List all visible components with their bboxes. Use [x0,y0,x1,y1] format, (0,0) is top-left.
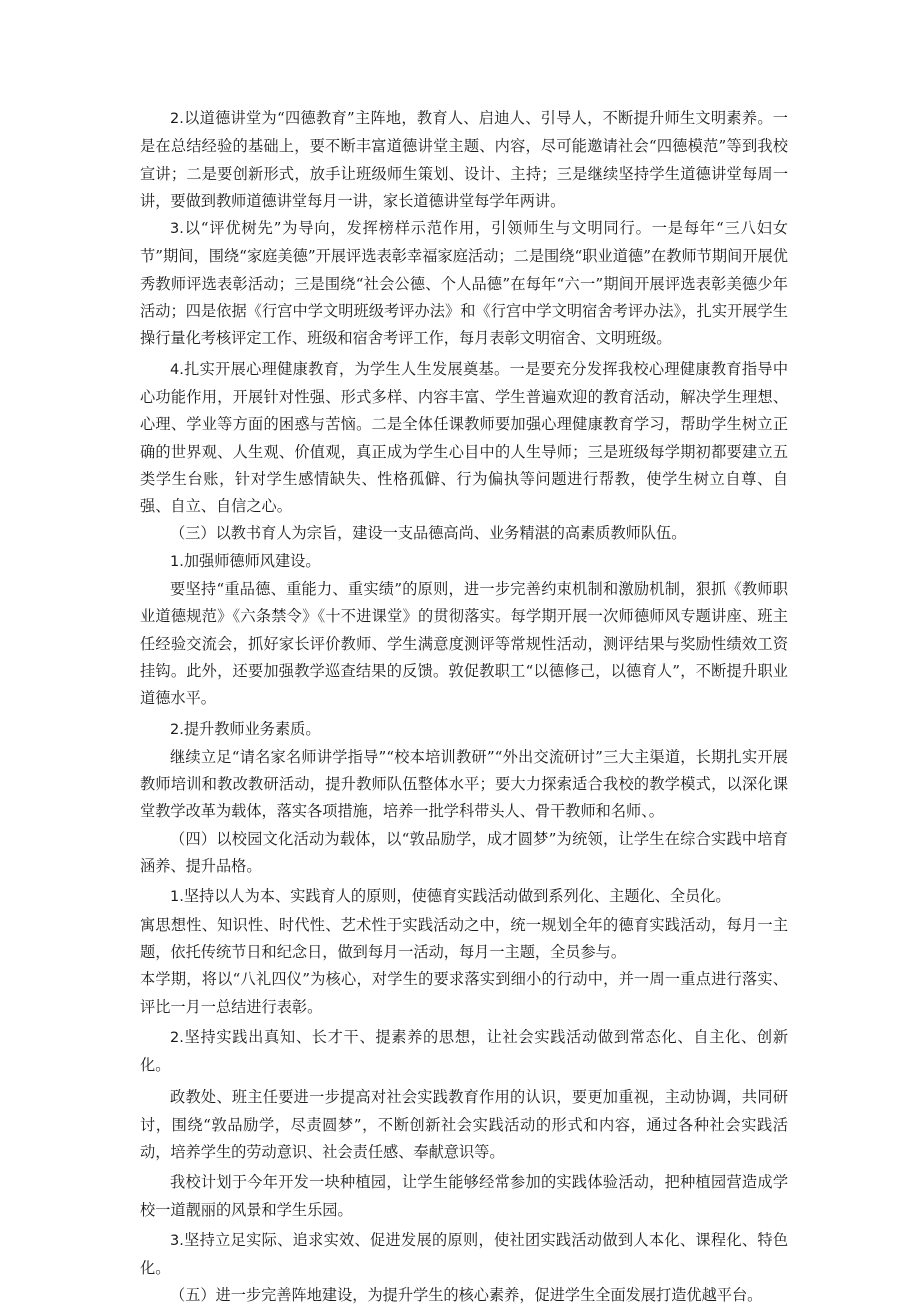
item-number: 1. [170,889,184,906]
paragraph-text: 寓思想性、知识性、时代性、艺术性于实践活动之中，统一规划全年的德育实践活动，每月一主题，依托传统节日和纪念日，做到每月一活动，每月一主题，全员参与。 [140,915,788,961]
paragraph-text: 本学期，将以“八礼四仪”为核心，对学生的要求落实到细小的行动中，并一周一重点进行落实、评比一月一总结进行表彰。 [140,970,788,1016]
item-number: 4. [170,361,184,378]
paragraph-eight-rites [140,966,788,1021]
item-number: 3. [170,1232,184,1249]
paragraph-4 [140,356,788,521]
paragraph-text: 要坚持“重品德、重能力、重实绩”的原则，进一步完善约束机制和激励机制，狠抓《教师职业道德规范》《六条禁令》《十不进课堂》的贯彻落实。每学期开展一次师德师风专题讲座、班主任经验交流会，抓好家长评价教师、学生满意度测评等常规性活动，测评结果与奖励性绩效工资挂钩。此外，还要加强教学巡查结果的反馈。敦促教职工“以德修己，以德育人”，不断提升职业道德水平。 [140,580,788,708]
item-number: 3. [170,221,184,238]
section-heading-3 [140,520,788,547]
item-number: 2. [170,111,184,127]
paragraph-text: 政教处、班主任要进一步提高对社会实践教育作用的认识，要更加重视，主动协调，共同研讨，围绕“敦品励学，尽责圆梦”，不断创新社会实践活动的形式和内容，通过各种社会实践活动，培养学生的劳动意识、社会责任感、奉献意识等。 [140,1088,788,1161]
subheading-text: 提升教师业务素质。 [183,719,321,738]
subheading-practice-3 [140,1227,788,1283]
heading-text: （四）以校园文化活动为载体，以“敦品励学，成才圆梦”为统领，让学生在综合实践中培育涵养、提升品格。 [140,829,788,876]
heading-text: （三）以教书育人为宗旨，建设一支品德高尚、业务精湛的高素质教师队伍。 [170,524,687,543]
subheading-teacher-skills [140,716,788,744]
document-page [140,105,788,1310]
subheading-text: 坚持立足实际、追求实效、促进发展的原则，使社团实践活动做到人本化、课程化、特色化。 [140,1230,788,1278]
paragraph-2 [140,105,788,215]
paragraph-text: 以道德讲堂为“四德教育”主阵地，教育人、启迪人、引导人，不断提升师生文明素养。一是在总结经验的基础上，要不断丰富道德讲堂主题、内容，尽可能邀请社会“四德模范”等到我校宣讲；二是要创新形式，放手让班级师生策划、设计、主持；三是继续坚持学生道德讲堂每周一讲，要做到教师道德讲堂每月一讲，家长道德讲堂每学年两讲。 [140,109,788,210]
subheading-practice-2 [140,1024,788,1080]
subheading-text: 坚持实践出真知、长才干、提素养的思想，让社会实践活动做到常态化、自主化、创新化。 [140,1027,788,1075]
paragraph-text: 扎实开展心理健康教育，为学生人生发展奠基。一是要充分发挥我校心理健康教育指导中心功能作用，开展针对性强、形式多样、内容丰富、学生普遍欢迎的教育活动，解决学生理想、心理、学业等方面的困惑与苦恼。二是全体任课教师要加强心理健康教育学习，帮助学生树立正确的世界观、人生观、价值观，真正成为学生心目中的人生导师；三是班级每学期初都要建立五类学生台账，针对学生感情缺失、性格孤僻、行为偏执等问题进行帮教，使学生树立自尊、自强、自立、自信之心。 [140,359,788,516]
section-heading-4 [140,826,788,881]
paragraph-text: 继续立足“请名家名师讲学指导”“校本培训教研”“外出交流研讨”三大主渠道，长期扎实开展教师培训和教改教研活动，提升教师队伍整体水平；要大力探索适合我校的教学模式，以深化课堂教学改革为载体，落实各项措施，培养一批学科带头人、骨干教师和名师、。 [140,747,788,821]
heading-text: （五）进一步完善阵地建设，为提升学生的核心素养，促进学生全面发展打造优越平台。 [170,1286,763,1305]
paragraph-monthly-theme [140,912,788,967]
item-number: 1. [170,553,184,570]
paragraph-garden [140,1169,788,1224]
item-number: 2. [170,721,184,738]
section-heading-5 [140,1282,788,1309]
subheading-practice-1 [140,883,788,911]
paragraph-text: 我校计划于今年开发一块种植园，让学生能够经常参加的实践体验活动，把种植园营造成学校一道靓丽的风景和学生乐园。 [140,1173,788,1219]
subheading-text: 加强师德师风建设。 [183,551,321,570]
subheading-text: 坚持以人为本、实践育人的原则，使德育实践活动做到系列化、主题化、全员化。 [183,887,731,906]
item-number: 2. [170,1029,184,1046]
subheading-teacher-ethics [140,548,788,576]
paragraph-teacher-skills [140,744,788,826]
paragraph-text: 以“评优树先”为导向，发挥榜样示范作用，引领师生与文明同行。一是每年“三八妇女节”期间，围绕“家庭美德”开展评选表彰幸福家庭活动；二是围绕“职业道德”在教师节期间开展优秀教师评选表彰活动；三是围绕“社会公德、个人品德”在每年“六一”期间开展评选表彰美德少年活动；四是依据《行宫中学文明班级考评办法》和《行宫中学文明宿舍考评办法》，扎实开展学生操行量化考核评定工作、班级和宿舍考评工作，每月表彰文明宿舍、文明班级。 [140,219,788,348]
paragraph-3 [140,215,788,352]
paragraph-social-practice [140,1084,788,1166]
paragraph-teacher-ethics [140,576,788,712]
